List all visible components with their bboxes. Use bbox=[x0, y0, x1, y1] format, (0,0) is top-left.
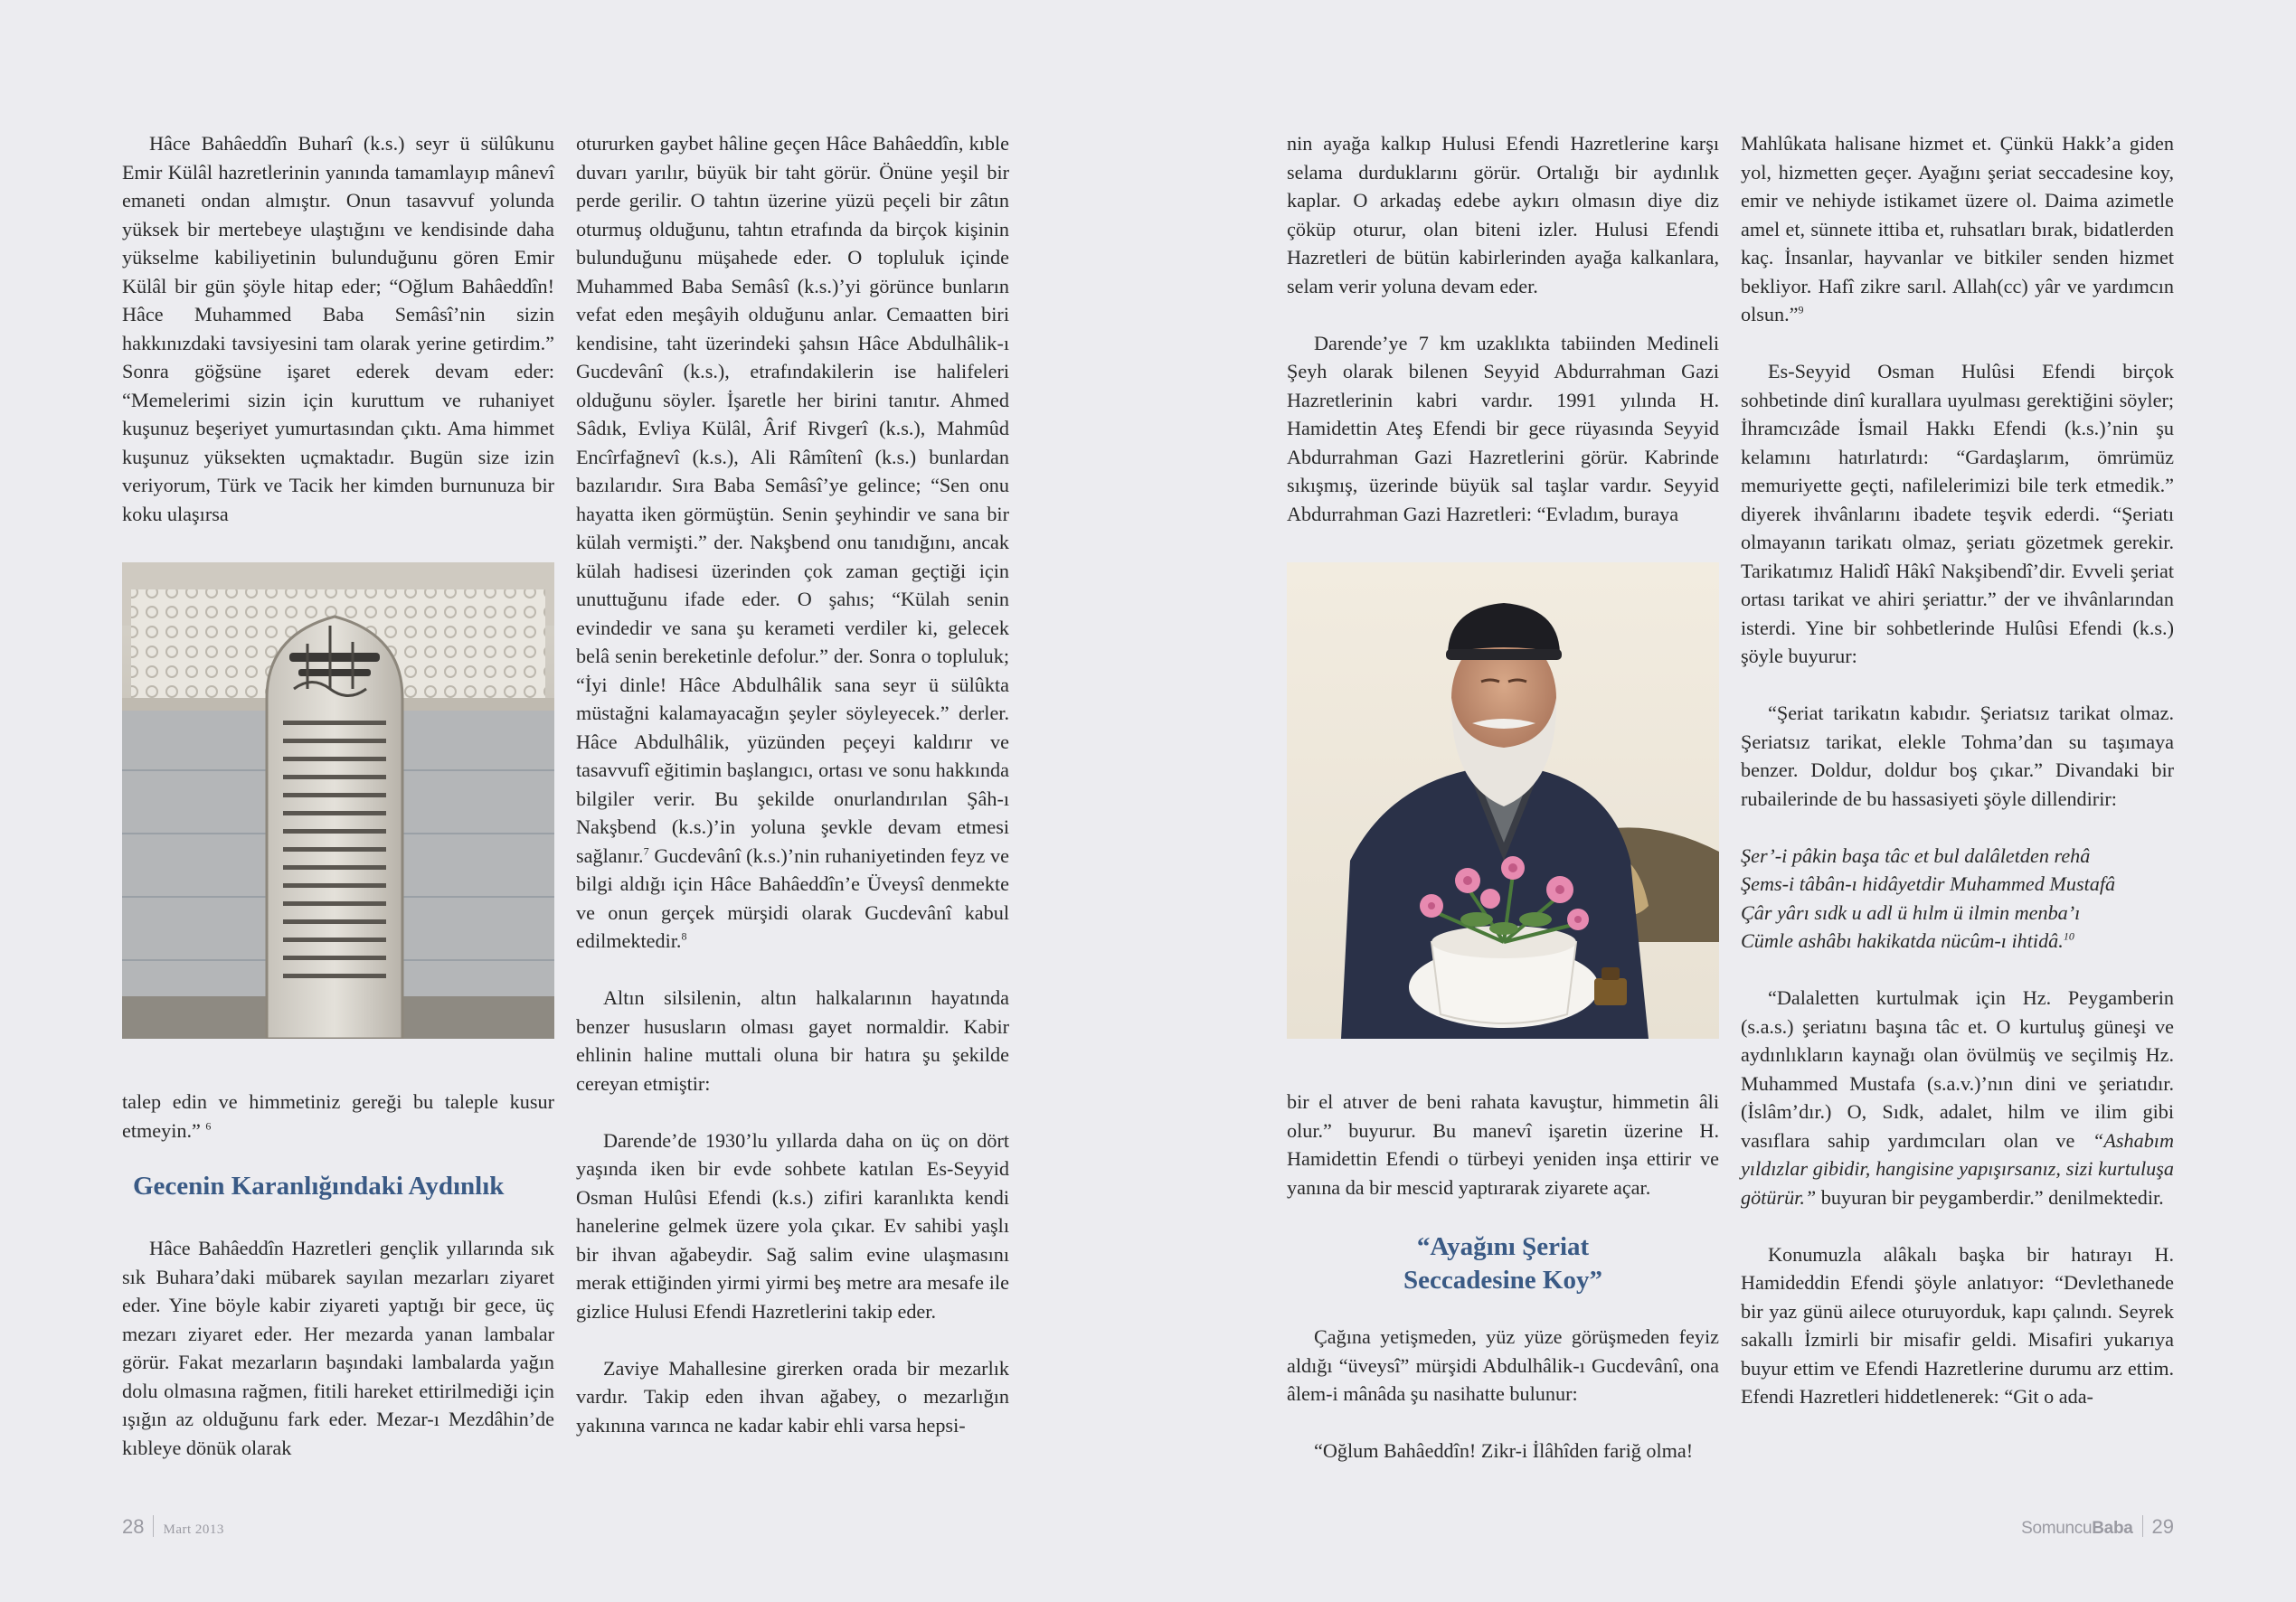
paragraph: Zaviye Mahallesine girerken orada bir mezarlık vardır. Takip eden ihvan ağabey, o mezarlığın yakınına varınca ne kadar kabir ehli varsa hepsi- bbox=[576, 1356, 1009, 1437]
portrait-photo bbox=[1287, 562, 1719, 1039]
page-number: 29 bbox=[2151, 1515, 2174, 1538]
issue-date: Mart 2013 bbox=[163, 1522, 224, 1537]
paragraph: Es-Seyyid Osman Hulûsi Efendi birçok sohbetinde dinî kurallara uyulması gerektiğini söyler; İhramcızâde İsmail Hakkı Efendi (k.s.)’nin şu kelamını hatırlatırdı: “Gardaşlarım, ömrümüz memuriyette geçti, nafilelerimizi bile terk etmedik.” diyerek ihvânlarını ibadete teşvik ederdi. “Şeriatı olmayanın tarikatı olmaz, şeriatı gözetmek gerekir. Tarikatımız Halidî Hâkî Nakşibendî’dir. Evveli şeriat ortası tarikat ve ahiri şeriattır.” der ve ihvânlarından isterdi. Yine bir sohbetlerinde Hulûsi Efendi (k.s.) şöyle buyurur: bbox=[1741, 360, 2174, 667]
paragraph: “Oğlum Bahâeddîn! Zikr-i İlâhîden fariğ olma! bbox=[1314, 1439, 1694, 1462]
paragraph: Çağına yetişmeden, yüz yüze görüşmeden feyiz aldığı “üveysî” mürşidi Abdulhâlik-ı Gucdevânî, ona âlem-i mânâda şu nasihatte bulunur: bbox=[1287, 1325, 1719, 1405]
quote-italic: “Ashabım yıldızlar gibidir, hangisine yapışırsanız, sizi kurtuluşa götürür.” bbox=[1741, 1128, 2174, 1209]
tombstone-image bbox=[122, 562, 554, 1039]
poem-line: Çâr yârı sıdk u adl ü hılm ü ilmin menba’ı bbox=[1741, 900, 2081, 924]
column-4 bbox=[1741, 129, 2174, 1411]
footnote-ref: 10 bbox=[2063, 929, 2074, 943]
section-heading: Gecenin Karanlığındaki Aydınlık bbox=[133, 1172, 505, 1201]
paragraph-continued: bir el atıver de beni rahata kavuştur, himmetin âli olur.” buyurur. Bu manevî işaretin üzerine H. Hamidettin Efendi o türbeyi yeniden inşa ettirir ve yanına da bir mescid yaptırarak ziyarete açar. bbox=[1287, 1090, 1719, 1199]
folio-divider bbox=[153, 1515, 154, 1537]
page-number: 28 bbox=[122, 1515, 145, 1538]
paragraph: Hâce Bahâeddîn Buharî (k.s.) seyr ü sülûkunu Emir Külâl hazretlerinin yanında tamamlayıp mânevî emaneti ondan almıştır. Onun tasavvuf yolunda yüksek bir mertebeye ulaştığını ve kendisinde daha yükselme kabiliyetinin bulunduğunu gören Emir Külâl bir gün şöyle hitap eder; “Oğlum Bahâeddîn! Hâce Muhammed Baba Semâsî’nin sizin hakkınızdaki tavsiyesini tam olarak yerine getirdim.” Sonra göğsüne işaret ederek devam eder: “Memelerimi sizin için kuruttum ve ruhaniyet kuşunuz beşeriyet yumurtasından çıktı. Ama himmet kuşunuz yüksekten uçmaktadır. Bugün size izin veriyorum, Türk ve Tacik her kimden burnunuza bir koku ulaşırsa bbox=[122, 132, 554, 525]
column-1 bbox=[122, 129, 554, 528]
section-heading bbox=[1287, 1230, 1719, 1297]
column-3-bottom bbox=[1287, 1088, 1719, 1465]
poem-block bbox=[1741, 842, 2174, 956]
page-folio-left bbox=[122, 1515, 224, 1539]
paragraph: Altın silsilenin, altın halkalarının hayatında benzer hususların olması gayet normaldir. Kabir ehlinin haline muttali oluna bir hatıra şu şekilde cereyan etmiştir: bbox=[576, 986, 1009, 1095]
paragraph-continued: otururken gaybet hâline geçen Hâce Bahâeddîn, kıble duvarı yarılır, büyük bir taht görür. Önüne yeşil bir perde gerilir. O tahtın üzerine yüzü peçeli bir zâtın oturmuş olduğunu, tahtın etrafında da birçok kişinin bulunduğunu müşahede eder. O topluluk içinde Muhammed Baba Semâsî (k.s.)’yi görünce bunların vefat eden meşâyih olduğunu anlar. Cemaatten biri kendisine, taht üzerindeki şahsın Hâce Abdulhâlik-ı Gucdevânî (k.s.), etrafındakilerin ise halifeleri olduğunu söyler. İşaretle her birini tanıtır. Ahmed Sâdık, Evliya Külâl, Ârif Rivgerî (k.s.), Mahmûd Encîrfağnevî (k.s.), Ali Râmîtenî (k.s.) bunlardan bazılarıdır. Sıra Baba Semâsî’ye gelince; “Sen onu hayatta iken görmüştün. Senin şeyhindir ve sana bir külah vermişti.” der. Nakşbend onu tanıdığını, ancak külah hadisesi üzerinden çok zaman geçtiği için unuttuğunu ifade eder. O şahıs; “Külah senin evindedir ve sana şu kerameti verdiler ki, gelecek belâ senin bereketinle defolur.” der. Sonra o topluluk; “İyi dinle! Hâce Abdulhâlik sana seyr ü sülûkta müstağni kalamayacağın şeyler söyleyecek.” derler. Hâce Abdulhâlik, yüzünden peçeyi kaldırır ve tasavvufî eğitimin başlangıcı, ortası ve sonu hakkında bilgiler verir. Bu şekilde onurlandırılan Şâh-ı Nakşbend (k.s.)’in yoluna şevkle devam etmesi sağlanır.$^7$ Gucdevânî (k.s.)’nin ruhaniyetinden feyz ve bilgi aldığı için Hâce Bahâeddîn’e Üveysî denmekte ve onun gerçek mürşidi olarak Gucdevânî kabul edilmektedir.$^8$ bbox=[576, 132, 1009, 952]
page-folio-right bbox=[2021, 1515, 2174, 1539]
paragraph-continued: Mahlûkata halisane hizmet et. Çünkü Hakk’a giden yol, hizmetten geçer. Ayağını şeriat seccadesine koy, emir ve nehiyde istikamet üzere ol. Daima azimetle amel et, sünnete ittiba et, ruhsatları bırak, bidatlerden kaç. İnsanlar, hayvanlar ve bitkiler senden hizmet bekliyor. Hafî zikre sarıl. Allah(cc) yâr ve yardımcın olsun.”$^9$ bbox=[1741, 132, 2174, 325]
poem-line: Cümle ashâbı hakikatda nücûm-ı ihtidâ.$^{10}$ bbox=[1741, 929, 2074, 952]
section-heading-line-2: Seccadesine Koy” bbox=[1403, 1266, 1602, 1295]
footnote-ref: 8 bbox=[681, 929, 687, 943]
poem-line: Şer’-i pâkin başa tâc et bul dalâletden rehâ bbox=[1741, 843, 2091, 867]
paragraph: Hâce Bahâeddîn Hazretleri gençlik yıllarında sık sık Buhara’daki mübarek sayılan mezarları ziyaret eder. Yine böyle kabir ziyareti yaptığı bir gece, üç mezarı ziyaret eder. Her mezarda yanan lambalar görür. Fakat mezarların başındaki lambalarda yağın dolu olmasına rağmen, fitili hareket ettirilmediği için ışığın az olduğunu fark eder. Mezar-ı Mezdâhin’de kıbleye dönük olarak bbox=[122, 1237, 554, 1459]
magazine-brand: SomuncuBaba bbox=[2021, 1519, 2133, 1538]
paragraph: Darende’ye 7 km uzaklıkta tabiinden Medineli Şeyh olarak bilenen Seyyid Abdurrahman Gazi Hazretlerinin kabri vardır. 1991 yılında H. Hamidettin Ateş Efendi bir gece rüyasında Seyyid Abdurrahman Gazi Hazretlerini görür. Kabrinde sıkışmış, üzerinde büyük sal taşlar vardır. Seyyid Abdurrahman Gazi Hazretleri: “Evladım, buraya bbox=[1287, 331, 1719, 525]
tombstone-photo bbox=[122, 562, 554, 1039]
poem-line: Şems-i tâbân-ı hidâyetdir Muhammed Mustafâ bbox=[1741, 872, 2116, 895]
paragraph: “Şeriat tarikatın kabıdır. Şeriatsız tarikat olmaz. Şeriatsız tarikat, elekle Tohma’dan su taşımaya benzer. Doldur, doldur boş çıkar.” Divandaki bir rubailerinde de bu hassasiyeti şöyle dillendirir: bbox=[1741, 702, 2174, 810]
footnote-ref: 6 bbox=[205, 1119, 212, 1133]
paragraph: Konumuzla alâkalı başka bir hatırayı H. Hamideddin Efendi şöyle anlatıyor: “Devlethanede bir yaz günü ailece oturuyorduk, kapı çalındı. Seyrek sakallı İzmirli bir misafir geldi. Misafiri yukarıya buyur ettim ve Efendi Hazretlerine durumu arz ettim. Efendi Hazretleri hiddetlenerek: “Git o ada- bbox=[1741, 1242, 2174, 1408]
column-3 bbox=[1287, 129, 1719, 528]
paragraph-continued: talep edin ve himmetiniz gereği bu taleple kusur etmeyin.” $^6$ bbox=[122, 1090, 554, 1142]
column-1-bottom bbox=[122, 1088, 554, 1462]
paragraph: “Dalaletten kurtulmak için Hz. Peygamberin (s.a.s.) şeriatını başına tâc et. O kurtuluş güneşi ve aydınlıkların kaynağı olan övülmüş ve seçilmiş Hz. Muhammed Mustafa (s.a.v.)’nın dini ve şeriatıdır. (İslâm’dır.) O, Sıdk, adalet, hilm ve ilim gibi vasıflara sahip yardımcıları olan ve “Ashabım yıldızlar gibidir, hangisine yapışırsanız, sizi kurtuluşa götürür.” buyuran bir peygamberdir.” denilmektedir. bbox=[1741, 986, 2174, 1209]
paragraph: Darende’de 1930’lu yıllarda daha on üç on dört yaşında iken bir evde sohbete katılan Es-Seyyid Osman Hulûsi Efendi (k.s.) zifiri karanlıkta kendi hanelerine gelmek üzere yola çıkar. Ev sahibi yaşlı bir ihvan ağabeydir. Sağ salim evine ulaşmasını merak ettiğinden yirmi yirmi beş metre ara mesafe ile gizlice Hulusi Efendi Hazretlerini takip eder. bbox=[576, 1128, 1009, 1323]
portrait-image bbox=[1287, 562, 1719, 1039]
paragraph-continued: nin ayağa kalkıp Hulusi Efendi Hazretlerine karşı selama durduklarını görür. Ortalığı bir aydınlık kaplar. O arkadaş edebe aykırı olmasın diye diz çöküp oturur, olan biteni izler. Hulusi Efendi Hazretleri de bütün kabirlerinden ayağa kalkanlara, selam verir yoluna devam eder. bbox=[1287, 132, 1719, 297]
folio-divider bbox=[2142, 1515, 2143, 1537]
footnote-ref: 9 bbox=[1798, 303, 1804, 316]
footnote-ref: 7 bbox=[643, 844, 649, 858]
column-2 bbox=[576, 129, 1009, 1439]
section-heading-line-1: “Ayağını Şeriat bbox=[1416, 1232, 1590, 1261]
